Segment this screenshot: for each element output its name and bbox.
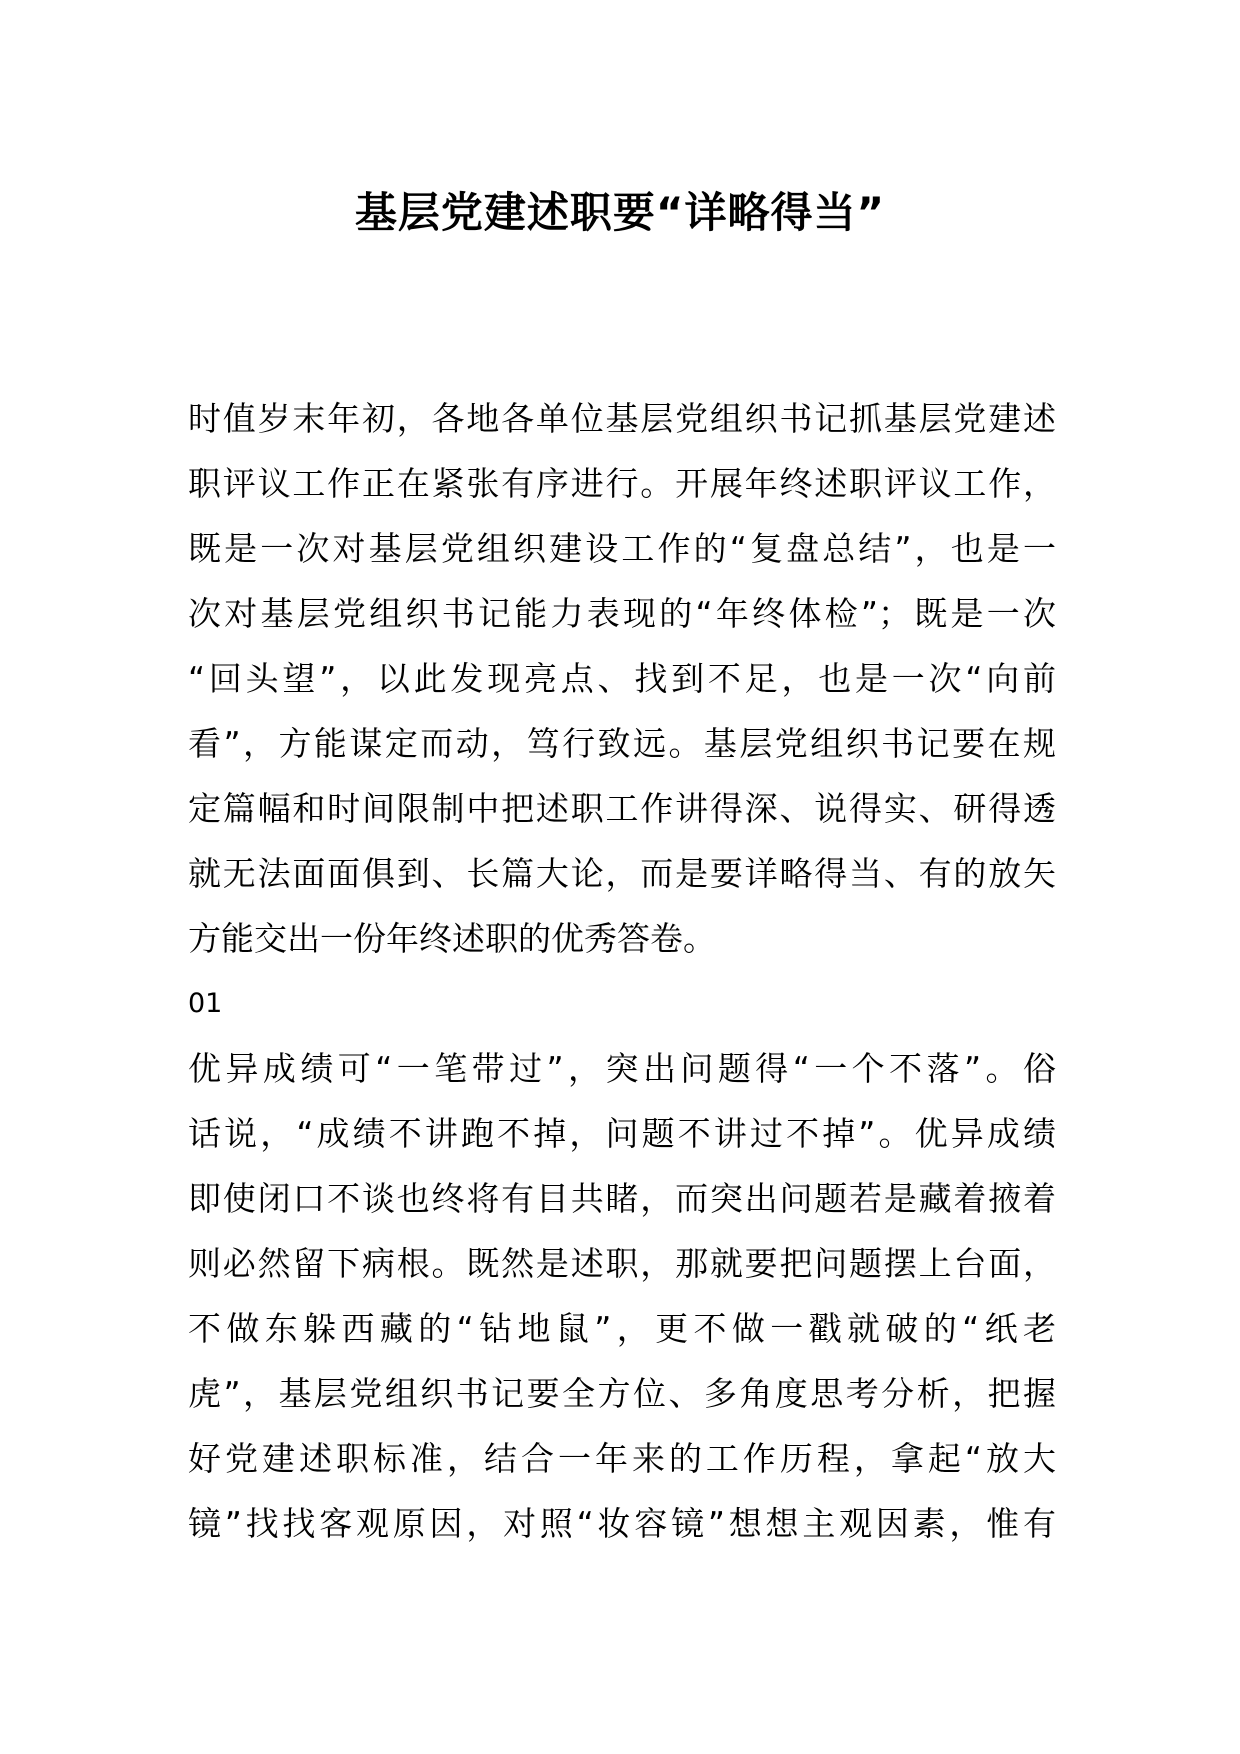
paragraph-line: 即使闭口不谈也终将有目共睹，而突出问题若是藏着掖着 [188, 1179, 1056, 1218]
paragraph-line: 方能交出一份年终述职的优秀答卷。 [188, 919, 716, 958]
paragraph-line: 镜”找找客观原因，对照“妆容镜”想想主观因素，惟有 [188, 1504, 1056, 1543]
paragraph-line: 看”，方能谋定而动，笃行致远。基层党组织书记要在规 [188, 724, 1056, 763]
paragraph-line: 定篇幅和时间限制中把述职工作讲得深、说得实、研得透 [188, 789, 1056, 828]
paragraph-line: 不做东躲西藏的“钻地鼠”，更不做一戳就破的“纸老 [188, 1309, 1056, 1348]
section-paragraph [188, 1036, 1056, 1556]
section-number: 01 [188, 988, 223, 1019]
paragraph-line: 既是一次对基层党组织建设工作的“复盘总结”，也是一 [188, 529, 1056, 568]
paragraph-line: 就无法面面俱到、长篇大论，而是要详略得当、有的放矢 [188, 854, 1056, 893]
document-title: 基层党建述职要“详略得当” [354, 188, 886, 237]
paragraph-line: 话说，“成绩不讲跑不掉，问题不讲过不掉”。优异成绩 [188, 1114, 1056, 1153]
paragraph-line: 时值岁末年初，各地各单位基层党组织书记抓基层党建述 [188, 399, 1056, 438]
intro-paragraph [188, 386, 1056, 971]
paragraph-line: 职评议工作正在紧张有序进行。开展年终述职评议工作， [188, 464, 1056, 503]
paragraph-line: 好党建述职标准，结合一年来的工作历程，拿起“放大 [188, 1439, 1056, 1478]
paragraph-line: 次对基层党组织书记能力表现的“年终体检”；既是一次 [188, 594, 1056, 633]
paragraph-line: 则必然留下病根。既然是述职，那就要把问题摆上台面， [188, 1244, 1056, 1283]
paragraph-line: “回头望”，以此发现亮点、找到不足，也是一次“向前 [188, 659, 1056, 698]
paragraph-line: 优异成绩可“一笔带过”，突出问题得“一个不落”。俗 [188, 1049, 1056, 1088]
paragraph-line: 虎”，基层党组织书记要全方位、多角度思考分析，把握 [188, 1374, 1056, 1413]
